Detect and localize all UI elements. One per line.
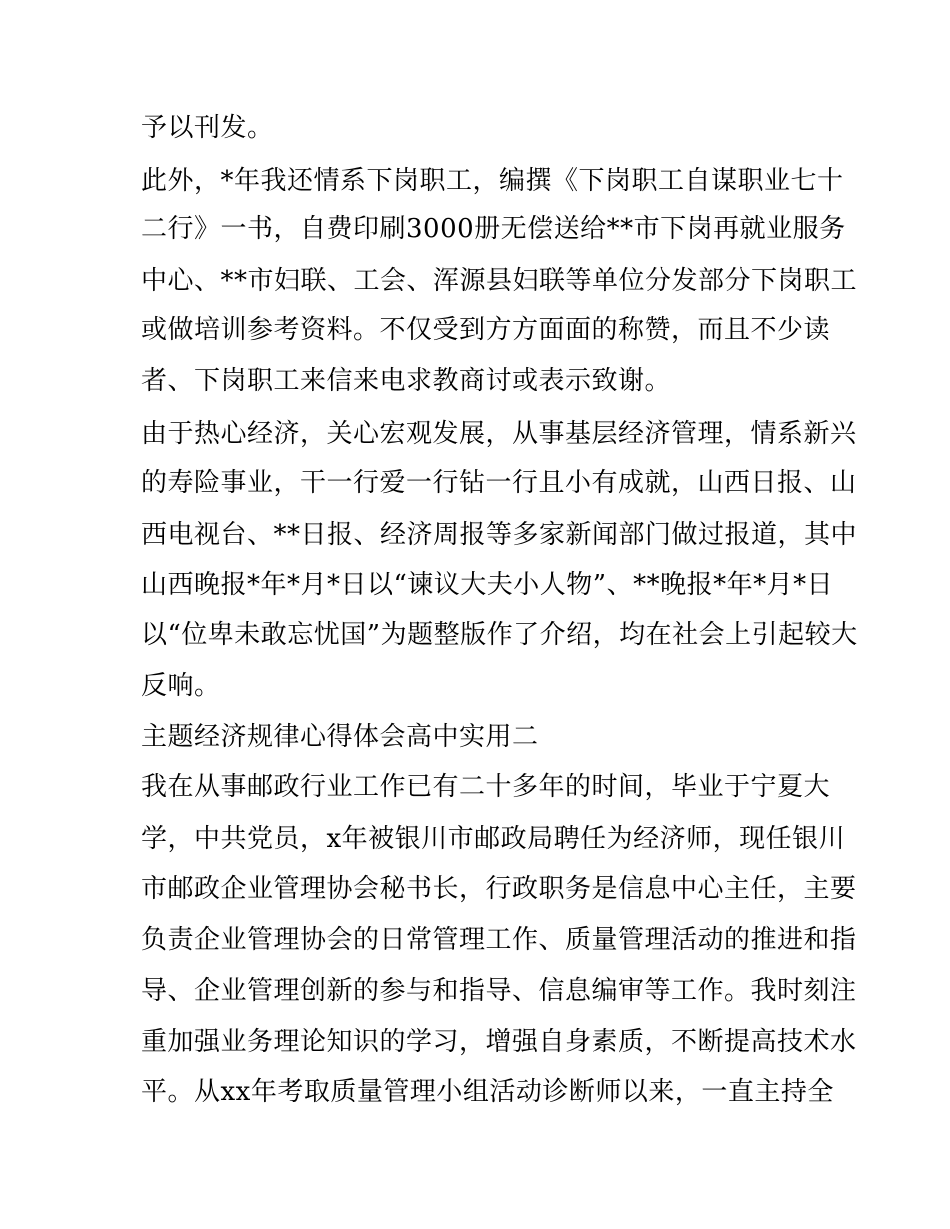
text-line: 西电视台、**日报、经济周报等多家新闻部门做过报道，其中 [141, 520, 858, 550]
text-line: 学，中共党员，x年被银川市邮政局聘任为经济师，现任银川 [141, 824, 846, 854]
text-line: 者、下岗职工来信来电求教商讨或表示致谢。 [141, 366, 672, 396]
section-heading: 主题经济规律心得体会高中实用二 [141, 722, 539, 752]
text-line: 二行》一书，自费印刷3000册无偿送给**市下岗再就业服务 [141, 214, 846, 244]
text-line: 市邮政企业管理协会秘书长，行政职务是信息中心主任，主要 [141, 874, 857, 904]
text-line: 反响。 [141, 671, 221, 701]
text-line: 由于热心经济，关心宏观发展，从事基层经济管理，情系新兴 [141, 419, 857, 449]
text-line: 或做培训参考资料。不仅受到方方面面的称赞，而且不少读 [141, 315, 831, 345]
text-line: 导、企业管理创新的参与和指导、信息编审等工作。我时刻注 [141, 976, 857, 1006]
text-line: 的寿险事业，干一行爱一行钻一行且小有成就，山西日报、山 [141, 468, 857, 498]
text-line: 中心、**市妇联、工会、浑源县妇联等单位分发部分下岗职工 [141, 266, 858, 296]
text-line: 我在从事邮政行业工作已有二十多年的时间，毕业于宁夏大 [141, 772, 831, 802]
text-line: 平。从xx年考取质量管理小组活动诊断师以来，一直主持全 [141, 1077, 834, 1107]
text-line: 此外，*年我还情系下岗职工，编撰《下岗职工自谋职业七十 [141, 166, 844, 196]
text-line: 重加强业务理论知识的学习，增强自身素质，不断提高技术水 [141, 1027, 857, 1057]
text-line: 以“位卑未敢忘忧国”为题整版作了介绍，均在社会上引起较大 [141, 620, 858, 650]
text-line: 负责企业管理协会的日常管理工作、质量管理活动的推进和指 [141, 925, 857, 955]
text-line: 予以刊发。 [141, 113, 274, 143]
text-line: 山西晚报*年*月*日以“谏议大夫小人物”、**晚报*年*月*日 [141, 570, 834, 600]
